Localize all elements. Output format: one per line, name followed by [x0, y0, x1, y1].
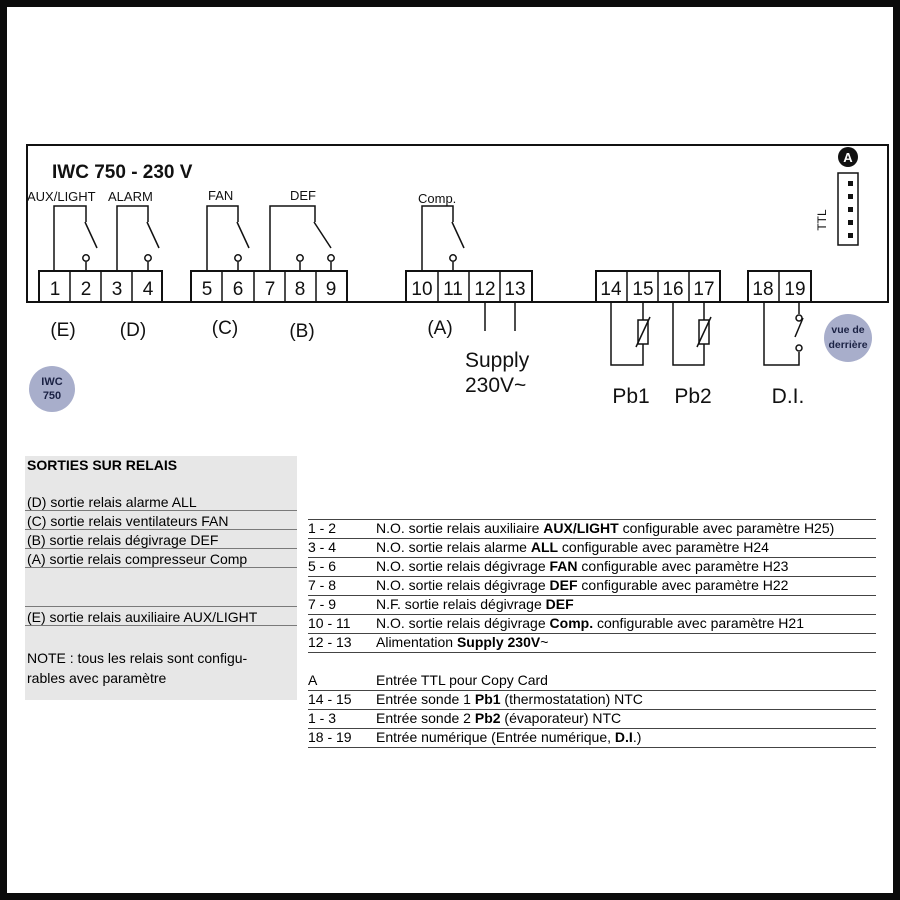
- terminal-number: 1: [49, 279, 61, 300]
- description-text: N.O. sortie relais dégivrage: [376, 558, 550, 574]
- terminal-pair: 7 - 9: [308, 596, 337, 612]
- description-text: configurable avec paramètre H24: [558, 539, 769, 555]
- controller-title: IWC 750 - 230 V: [52, 162, 193, 183]
- probe-pb1: [611, 302, 650, 365]
- wiring-diagram: [0, 0, 900, 440]
- description-emphasis: Pb2: [474, 710, 501, 726]
- terminal-number: 9: [325, 279, 337, 300]
- description-text: .): [632, 729, 642, 745]
- terminal-pair: 10 - 11: [308, 615, 351, 631]
- terminal-table-row: [308, 595, 876, 615]
- description-emphasis: D.I: [614, 729, 633, 745]
- description-emphasis: Comp.: [549, 615, 594, 631]
- terminal-pair: 1 - 2: [308, 520, 337, 536]
- terminal-number: 14: [600, 279, 622, 300]
- terminal-description: [376, 538, 769, 557]
- group-letter-a: (A): [427, 318, 453, 339]
- terminal-pair: 3 - 4: [308, 539, 337, 555]
- terminal-description: [376, 671, 548, 690]
- terminal-table-row: [308, 576, 876, 596]
- terminal-table-row: [308, 614, 876, 634]
- description-text: ~: [540, 634, 549, 650]
- terminal-number: 3: [111, 279, 123, 300]
- rear-view-badge-line1: vue de: [831, 324, 865, 336]
- description-text: N.F. sortie relais dégivrage: [376, 596, 546, 612]
- terminal-number: 7: [264, 279, 276, 300]
- description-text: Entrée TTL pour Copy Card: [376, 672, 548, 688]
- label-comp: Comp.: [418, 191, 457, 206]
- description-text: configurable avec paramètre H22: [577, 577, 789, 593]
- terminal-number: 17: [693, 279, 715, 300]
- group-letter-b: (B): [289, 321, 315, 342]
- rear-view-badge-line2: derrière: [828, 339, 868, 351]
- terminal-description: [376, 709, 621, 728]
- terminal-number: 19: [784, 279, 806, 300]
- supply-label: Supply: [465, 349, 530, 372]
- terminal-pair: 1 - 3: [308, 710, 337, 726]
- ttl-label: TTL: [815, 209, 829, 231]
- description-text: configurable avec paramètre H25): [618, 520, 835, 536]
- digital-input: [764, 302, 803, 365]
- terminal-table-row: [308, 538, 876, 558]
- model-badge: [29, 366, 75, 412]
- probe-pb2: [673, 302, 711, 365]
- rear-view-badge: [824, 314, 872, 362]
- label-fan: FAN: [208, 188, 234, 203]
- terminal-table-row: [308, 709, 876, 729]
- description-emphasis: ALL: [530, 539, 559, 555]
- terminal-number: 4: [142, 279, 154, 300]
- relay-output-item: (A) sortie relais compresseur Comp: [25, 550, 297, 568]
- description-text: Entrée sonde 1: [376, 691, 475, 707]
- terminal-description: [376, 633, 548, 652]
- model-badge-line2: 750: [42, 390, 62, 402]
- description-text: N.O. sortie relais auxiliaire: [376, 520, 544, 536]
- terminal-description: [376, 557, 788, 576]
- terminal-description: [376, 690, 643, 709]
- relay-outputs-note: NOTE : tous les relais sont configu- rables avec paramètre: [27, 650, 248, 686]
- terminal-table-row: [308, 557, 876, 577]
- description-text: Entrée numérique (Entrée numérique,: [376, 729, 615, 745]
- description-text: (thermostatation) NTC: [500, 691, 643, 707]
- description-emphasis: DEF: [545, 596, 574, 612]
- probe-pb2-label: Pb2: [674, 385, 712, 408]
- description-emphasis: AUX/LIGHT: [543, 520, 619, 536]
- group-letter-d: (D): [119, 320, 147, 341]
- relay-output-spacer: [25, 569, 297, 607]
- relay-outputs-title: SORTIES SUR RELAIS: [27, 457, 178, 473]
- label-def: DEF: [290, 188, 316, 203]
- terminal-number: 13: [504, 279, 526, 300]
- digital-input-label: D.I.: [771, 385, 805, 408]
- model-badge-line1: IWC: [41, 376, 63, 388]
- relay-output-item: (C) sortie relais ventilateurs FAN: [25, 512, 297, 530]
- label-alarm: ALARM: [108, 189, 153, 204]
- terminal-number: 16: [662, 279, 684, 300]
- label-aux-light: AUX/LIGHT: [27, 189, 96, 204]
- description-text: configurable avec paramètre H21: [593, 615, 804, 631]
- terminal-number: 10: [411, 279, 433, 300]
- description-text: configurable avec paramètre H23: [577, 558, 789, 574]
- terminal-table-row: [308, 690, 876, 710]
- description-text: (évaporateur) NTC: [500, 710, 622, 726]
- supply-leads: [485, 302, 515, 331]
- terminal-number: 12: [474, 279, 496, 300]
- terminal-description: [376, 595, 574, 614]
- description-emphasis: Supply 230V: [456, 634, 541, 650]
- terminal-description: [376, 728, 641, 747]
- terminal-pair: 5 - 6: [308, 558, 337, 574]
- terminal-number: 15: [632, 279, 654, 300]
- terminal-description: [376, 614, 804, 633]
- description-text: Alimentation: [376, 634, 457, 650]
- terminal-number: 2: [80, 279, 92, 300]
- description-text: N.O. sortie relais alarme: [376, 539, 531, 555]
- relay-outputs-panel: [25, 456, 297, 700]
- terminal-pair: 7 - 8: [308, 577, 337, 593]
- terminal-number: 11: [443, 279, 463, 300]
- connector-a-letter: A: [843, 150, 853, 165]
- terminal-description: [376, 519, 834, 538]
- terminal-pair: 12 - 13: [308, 634, 352, 650]
- terminal-number: 6: [232, 279, 244, 300]
- description-emphasis: DEF: [549, 577, 578, 593]
- terminal-number: 8: [294, 279, 306, 300]
- description-text: Entrée sonde 2: [376, 710, 475, 726]
- description-emphasis: Pb1: [474, 691, 501, 707]
- supply-voltage: 230V~: [465, 374, 527, 397]
- terminal-table-row: [308, 519, 876, 539]
- description-emphasis: FAN: [549, 558, 578, 574]
- terminal-table-row: [308, 728, 876, 748]
- group-letter-e: (E): [50, 320, 76, 341]
- group-letter-c: (C): [211, 318, 239, 339]
- probe-pb1-label: Pb1: [612, 385, 650, 408]
- terminal-table-row: [308, 671, 876, 691]
- relay-output-item: (B) sortie relais dégivrage DEF: [25, 531, 297, 549]
- terminal-table-row: [308, 633, 876, 653]
- description-text: N.O. sortie relais dégivrage: [376, 577, 550, 593]
- terminal-pair: 14 - 15: [308, 691, 352, 707]
- terminal-number: 18: [752, 279, 774, 300]
- relay-output-item: (D) sortie relais alarme ALL: [25, 493, 297, 511]
- terminal-description: [376, 576, 788, 595]
- terminal-pair: 18 - 19: [308, 729, 352, 745]
- terminal-number: 5: [201, 279, 213, 300]
- terminal-pair: A: [308, 672, 318, 688]
- relay-output-item: (E) sortie relais auxiliaire AUX/LIGHT: [25, 608, 297, 626]
- description-text: N.O. sortie relais dégivrage: [376, 615, 550, 631]
